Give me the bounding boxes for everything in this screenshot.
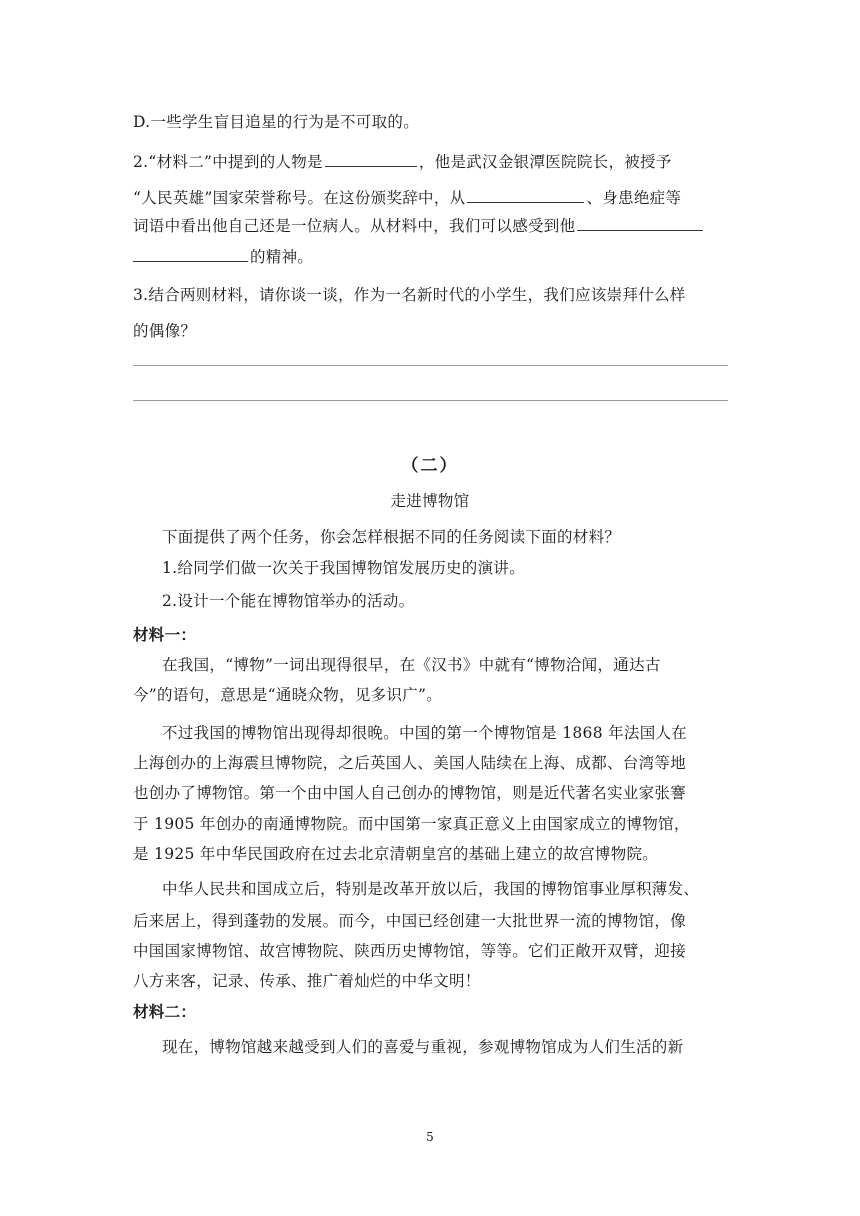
answer-blank-spirit-1[interactable] [577, 213, 703, 231]
q2-text-c: “人民英雄”国家荣誉称号。在这份颁奖辞中，从 [133, 189, 466, 207]
q3-line-2: 的偶像？ [133, 322, 197, 340]
material1-line: 是 1925 年中华民国政府在过去北京清朝皇宫的基础上建立的故宫博物院。 [133, 845, 659, 863]
q2-text-f: 的精神。 [250, 248, 314, 266]
answer-line-1[interactable] [133, 365, 728, 366]
q2-line-4 [133, 244, 313, 268]
answer-blank-spirit-2[interactable] [133, 244, 248, 262]
q2-text-b: ，他是武汉金银潭医院院长，被授予 [418, 153, 672, 171]
material1-line: 上海创办的上海震旦博物院，之后英国人、美国人陆续在上海、成都、台湾等地 [133, 754, 687, 772]
material1-line: 今”的语句，意思是“通晓众物，见多识广”。 [133, 686, 443, 704]
material1-line: 中华人民共和国成立后，特别是改革开放以后，我国的博物馆事业厚积薄发、 [162, 880, 700, 898]
section-number: （二） [401, 456, 459, 476]
q2-line-1 [133, 149, 672, 173]
material2-heading: 材料二： [133, 1002, 197, 1021]
q2-text-e: 词语中看出他自己还是一位病人。从材料中，我们可以感受到他 [133, 217, 576, 235]
material1-line: 中国国家博物馆、故宫博物院、陕西历史博物馆，等等。它们正敞开双臂，迎接 [133, 942, 687, 960]
task-2: 2.设计一个能在博物馆举办的活动。 [162, 592, 415, 610]
material2-line: 现在，博物馆越来越受到人们的喜爱与重视，参观博物馆成为人们生活的新 [162, 1038, 684, 1056]
material1-heading: 材料一： [133, 625, 197, 644]
material1-line: 后来居上，得到蓬勃的发展。而今，中国已经创建一大批世界一流的博物馆，像 [133, 912, 687, 930]
answer-line-2[interactable] [133, 400, 728, 401]
answer-blank-name[interactable] [325, 149, 417, 167]
section-title: 走进博物馆 [390, 492, 470, 510]
material1-line: 在我国，“博物”一词出现得很早，在《汉书》中就有“博物洽闻，通达古 [162, 656, 661, 674]
material1-line: 不过我国的博物馆出现得却很晚。中国的第一个博物馆是 1868 年法国人在 [162, 724, 688, 742]
material1-line: 于 1905 年创办的南通博物院。而中国第一家真正意义上由国家成立的博物馆， [133, 815, 690, 833]
q1-option-d: D.一些学生盲目追星的行为是不可取的。 [133, 113, 420, 131]
page-number: 5 [426, 1130, 434, 1144]
q2-line-2 [133, 185, 681, 209]
task-1: 1.给同学们做一次关于我国博物馆发展历史的演讲。 [162, 559, 525, 577]
answer-blank-word[interactable] [467, 185, 584, 203]
material1-line: 也创办了博物馆。第一个由中国人自己创办的博物馆，则是近代著名实业家张謇 [133, 784, 687, 802]
q2-text-d: 、身患绝症等 [586, 189, 682, 207]
material1-line: 八方来客，记录、传承、推广着灿烂的中华文明！ [133, 972, 481, 990]
q2-text-a: 2.“材料二”中提到的人物是 [133, 153, 323, 171]
q3-line-1: 3.结合两则材料，请你谈一谈，作为一名新时代的小学生，我们应该崇拜什么样 [133, 286, 686, 304]
intro-text: 下面提供了两个任务，你会怎样根据不同的任务阅读下面的材料？ [162, 528, 621, 546]
q2-line-3 [133, 213, 705, 237]
